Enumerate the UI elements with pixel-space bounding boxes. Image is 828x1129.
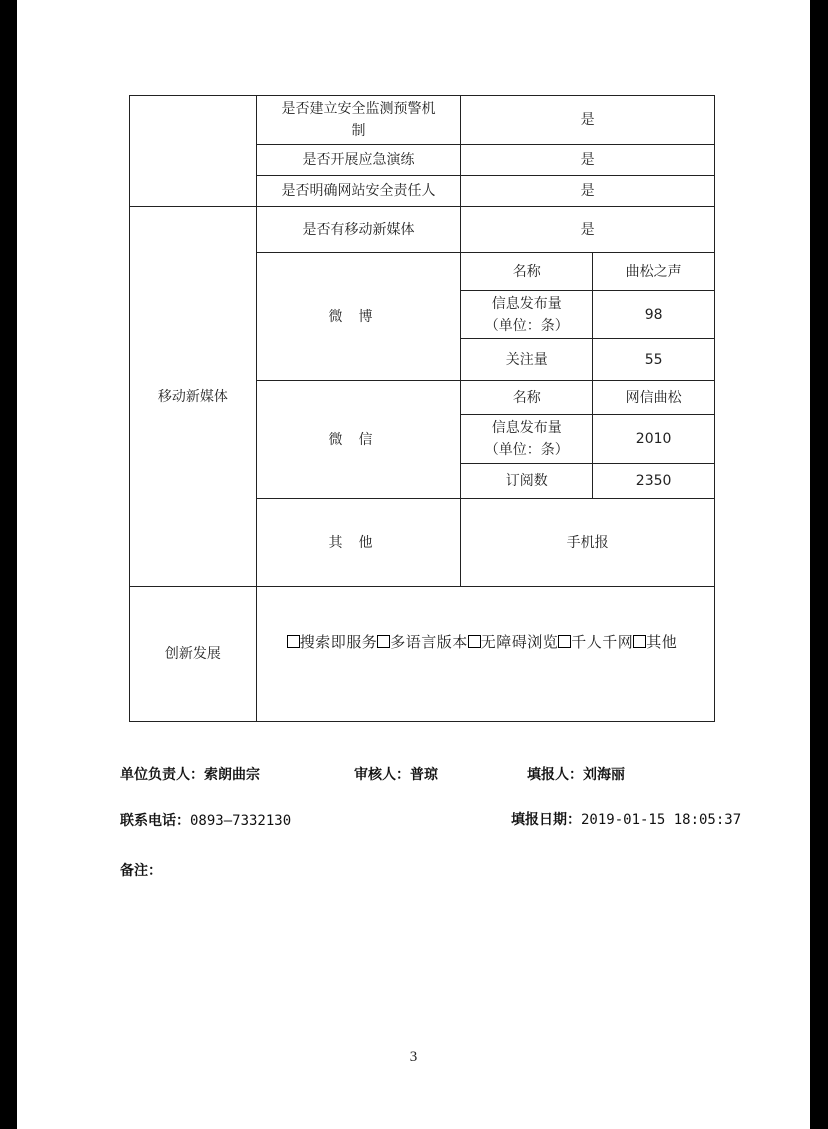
phone-label: 联系电话：: [120, 813, 190, 829]
reviewer-label: 审核人：: [354, 767, 410, 783]
unit-head: [120, 764, 260, 784]
document-page: [17, 0, 810, 1129]
date-label: 填报日期：: [511, 812, 581, 828]
weibo-follow-label: 关注量: [461, 339, 593, 381]
weibo-posts: 98: [593, 291, 715, 339]
checkbox[interactable]: [287, 635, 300, 648]
mobile-question: 是否有移动新媒体: [256, 207, 461, 253]
wechat-posts-label: 信息发布量（单位：条）: [461, 415, 593, 464]
monitoring-question: 是否建立安全监测预警机制: [256, 96, 461, 145]
weibo-posts-label: 信息发布量（单位：条）: [461, 291, 593, 339]
phone-value: 0893—7332130: [190, 813, 292, 829]
empty-section-cell: [130, 96, 257, 207]
responsible-question: 是否明确网站安全责任人: [256, 176, 461, 207]
notes: [120, 860, 162, 880]
responsible-answer: 是: [461, 176, 715, 207]
weibo-follow: 55: [593, 339, 715, 381]
checkbox[interactable]: [633, 635, 646, 648]
filler: [527, 764, 625, 784]
checkbox[interactable]: [377, 635, 390, 648]
contact-phone: [120, 810, 291, 830]
checkbox[interactable]: [558, 635, 571, 648]
weibo-name: 曲松之声: [593, 253, 715, 291]
wechat-sub: 2350: [593, 464, 715, 499]
reviewer-value: 普琼: [410, 767, 438, 783]
option-search: 搜索即服务: [299, 633, 378, 651]
reviewer: [354, 764, 438, 784]
fill-date: [511, 809, 741, 829]
other-value: 手机报: [461, 499, 715, 587]
filler-value: 刘海丽: [583, 767, 625, 783]
other-label: 其他: [256, 499, 461, 587]
monitoring-answer: 是: [461, 96, 715, 145]
unit-head-value: 索朗曲宗: [204, 767, 260, 783]
innovation-label: 创新发展: [130, 587, 257, 722]
weibo-name-label: 名称: [461, 253, 593, 291]
option-multilang: 多语言版本: [390, 633, 468, 651]
report-table: [129, 95, 715, 722]
mobile-answer: 是: [461, 207, 715, 253]
checkbox[interactable]: [468, 635, 481, 648]
unit-head-label: 单位负责人：: [120, 767, 204, 783]
drill-answer: 是: [461, 145, 715, 176]
date-value: 2019-01-15 18:05:37: [581, 812, 742, 828]
option-accessibility: 无障碍浏览: [480, 633, 559, 651]
wechat-posts: 2010: [593, 415, 715, 464]
weibo-label: 微博: [256, 253, 461, 381]
page-number: 3: [409, 1049, 418, 1065]
filler-label: 填报人：: [527, 767, 583, 783]
wechat-sub-label: 订阅数: [461, 464, 593, 499]
wechat-name: 网信曲松: [593, 381, 715, 415]
innovation-option-list: [287, 633, 678, 651]
wechat-name-label: 名称: [461, 381, 593, 415]
notes-label: 备注：: [120, 863, 162, 879]
mobile-media-section: 移动新媒体: [130, 207, 257, 587]
option-personalized: 千人千网: [571, 633, 634, 651]
drill-question: 是否开展应急演练: [256, 145, 461, 176]
option-other: 其他: [646, 633, 678, 651]
wechat-label: 微信: [256, 381, 461, 499]
innovation-options: [256, 587, 714, 722]
